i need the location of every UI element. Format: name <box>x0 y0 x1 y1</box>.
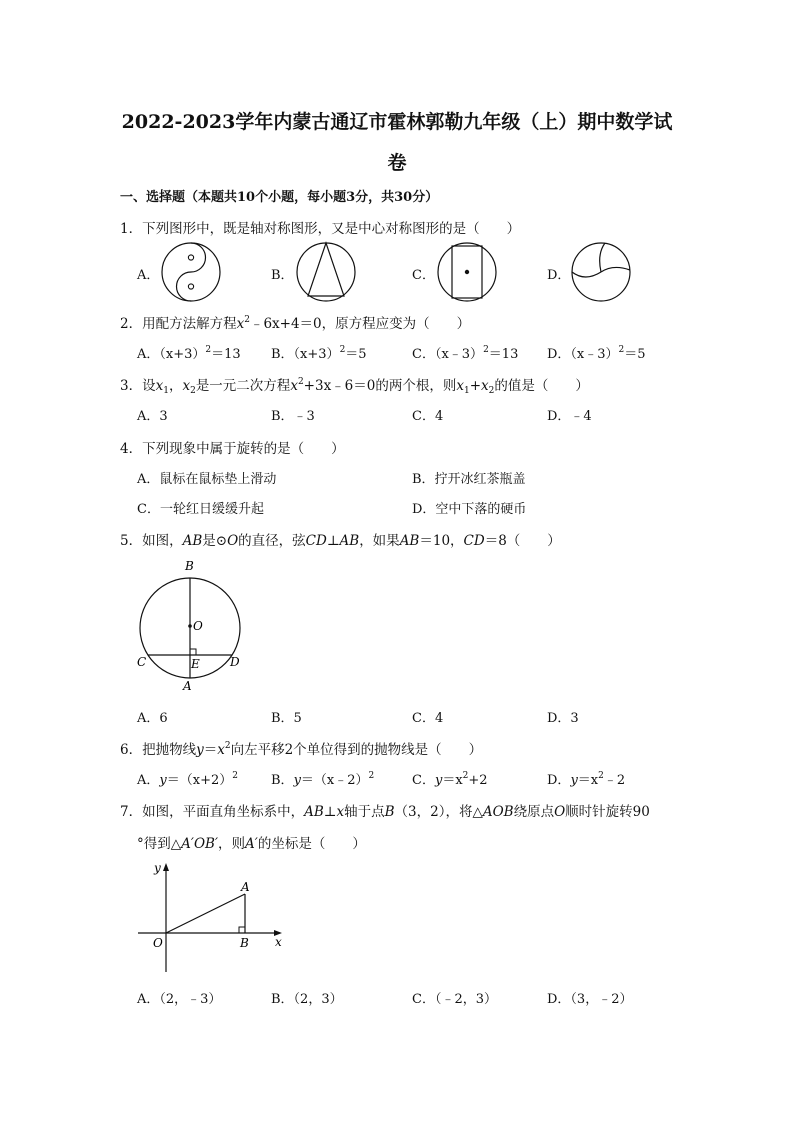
q7-label-a: A <box>241 880 250 894</box>
q7-label-o: O <box>153 936 163 950</box>
q7-b: B <box>384 804 395 820</box>
q7-option-d: D．（3，﹣2） <box>547 992 633 1007</box>
q1-option-a-label: A． <box>137 268 160 283</box>
q3-option-d: D．﹣4 <box>547 409 592 424</box>
question-7-stem-line-2 <box>137 832 366 852</box>
q6-a-exp: 2 <box>232 771 238 781</box>
q5-label-b: B <box>185 559 194 573</box>
q6-d-y: y <box>570 773 578 788</box>
q3-t3: +3x﹣6＝0的两个根，则 <box>303 378 457 394</box>
q2-b-exp: 2 <box>339 345 346 355</box>
q2-a-text: A．（x+3） <box>137 347 206 362</box>
q7-aob: AOB <box>482 804 514 820</box>
q6-eq: ＝ <box>203 742 218 758</box>
q7-t2: 轴于点 <box>344 804 385 820</box>
q5-option-b: B．5 <box>271 711 302 726</box>
q7-ab: AB <box>304 804 324 820</box>
q5-t6: ＝8（ ） <box>484 533 561 549</box>
q5-perp: ⊥ <box>326 533 340 549</box>
q6-b-body: ＝（x﹣2） <box>300 773 369 788</box>
page-title-continued: 卷 <box>387 152 407 174</box>
question-5-stem <box>120 529 561 549</box>
q6-a-label: A． <box>137 773 160 788</box>
q3-x3: x <box>290 378 298 394</box>
q4-option-a: A．鼠标在鼠标垫上滑动 <box>137 472 277 487</box>
q6-d-label: D． <box>547 773 571 788</box>
q2-d-text: D．（x﹣3） <box>547 347 619 362</box>
q2-a-tail: ＝13 <box>211 347 241 362</box>
q7-option-b: B．（2，3） <box>271 992 343 1007</box>
q5-t2: 是⊙ <box>202 533 228 549</box>
q3-option-b: B．﹣3 <box>271 409 315 424</box>
q5-t1: 5．如图， <box>120 533 183 549</box>
q6-a-body: ＝（x+2） <box>166 773 233 788</box>
q6-c-exp: 2 <box>462 771 469 781</box>
q5-t5: ＝10， <box>419 533 464 549</box>
coordinate-triangle-figure <box>134 858 294 978</box>
three-arcs-circle-figure <box>571 242 631 302</box>
q5-label-d: D <box>230 655 240 669</box>
q6-d-tail: ﹣2 <box>603 773 626 788</box>
q1-option-c-label: C． <box>412 268 435 283</box>
q5-t3: 的直径，弦 <box>238 533 306 549</box>
q7-x: x <box>336 804 345 820</box>
question-7-stem-line-1 <box>120 800 650 820</box>
q6-option-d <box>547 769 625 788</box>
q3-t1: 3．设 <box>120 378 156 394</box>
q6-c-body: ＝x <box>442 773 463 788</box>
q3-x5: x <box>481 378 489 394</box>
q2-c-tail: ＝13 <box>488 347 519 362</box>
q6-b-y: y <box>293 773 301 788</box>
q5-ab2: AB <box>339 533 360 549</box>
q3-option-c: C．4 <box>412 409 444 424</box>
q7-a-prime: A′ <box>181 836 194 852</box>
q2-exp: 2 <box>244 315 250 325</box>
q6-t1: 6．把抛物线 <box>120 742 197 758</box>
q6-a-y: y <box>159 773 167 788</box>
q3-t2: 是一元二次方程 <box>195 378 291 394</box>
q2-option-d <box>547 343 646 362</box>
q2-stem-end: ﹣6x+4＝0，原方程应变为（ ） <box>249 316 471 332</box>
q3-x2: x <box>182 378 191 394</box>
q6-option-b <box>271 769 374 788</box>
yin-yang-figure <box>161 242 221 302</box>
q1-option-d-label: D． <box>547 268 571 283</box>
q6-c-label: C． <box>412 773 435 788</box>
q6-y: y <box>196 742 204 758</box>
q6-d-body: ＝x <box>577 773 599 788</box>
q7-label-b: B <box>240 936 249 950</box>
q5-cd: CD <box>305 533 327 549</box>
q7-o: O <box>554 804 566 820</box>
q3-comma: ， <box>168 378 183 394</box>
q7-t8: 的坐标是（ ） <box>257 836 366 852</box>
q3-s2: 2 <box>190 386 196 396</box>
q4-option-d: D．空中下落的硬币 <box>412 502 527 517</box>
question-1-stem: 1．下列图形中，既是轴对称图形，又是中心对称图形的是（ ） <box>120 221 521 237</box>
q7-option-a: A．（2，﹣3） <box>137 992 222 1007</box>
q5-label-c: C <box>137 655 147 669</box>
q3-s3: 1 <box>464 386 470 396</box>
q3-t4: 的值是（ ） <box>494 378 589 394</box>
q6-option-a <box>137 769 238 788</box>
q7-label-x: x <box>275 935 282 949</box>
section-heading: 一、选择题（本题共10个小题，每小题3分，共30分） <box>120 190 439 205</box>
q2-b-tail: ＝5 <box>345 347 367 362</box>
q2-a-exp: 2 <box>205 345 212 355</box>
q2-d-tail: ＝5 <box>624 347 646 362</box>
q2-c-exp: 2 <box>483 345 489 355</box>
q6-c-y: y <box>434 773 443 788</box>
q7-t5: 顺时针旋转90 <box>565 804 650 820</box>
q5-label-o: O <box>193 619 203 633</box>
q2-var-x: x <box>236 316 245 332</box>
q7-t3: （3，2），将△ <box>394 804 483 820</box>
q5-option-c: C．4 <box>412 711 444 726</box>
q3-x4: x <box>456 378 464 394</box>
q3-option-a: A．3 <box>137 409 168 424</box>
q2-b-text: B．（x+3） <box>271 347 340 362</box>
q6-c-tail: +2 <box>468 773 488 788</box>
q2-c-text: C．（x﹣3） <box>412 347 484 362</box>
q6-b-exp: 2 <box>368 771 375 781</box>
q5-ab3: AB <box>399 533 420 549</box>
q4-option-c: C．一轮红日缓缓升起 <box>137 502 264 517</box>
q5-label-a: A <box>183 679 192 693</box>
q6-exp: 2 <box>224 741 231 751</box>
q5-option-d: D．3 <box>547 711 579 726</box>
q7-ob-prime: OB′ <box>193 836 219 852</box>
q6-d-exp: 2 <box>598 771 604 781</box>
q7-t6: °得到△ <box>137 836 182 852</box>
q6-t2: 向左平移2个单位得到的抛物线是（ ） <box>230 742 483 758</box>
page-title: 2022-2023学年内蒙古通辽市霍林郭勒九年级（上）期中数学试 <box>121 111 673 133</box>
question-3-stem <box>120 374 589 396</box>
q3-plus: + <box>469 378 482 394</box>
q6-x: x <box>217 742 225 758</box>
q5-ab: AB <box>182 533 203 549</box>
rectangle-in-circle-figure <box>437 242 497 302</box>
q5-o: O <box>227 533 239 549</box>
q5-option-a: A．6 <box>137 711 168 726</box>
q1-option-b-label: B． <box>271 268 294 283</box>
q5-t4: ，如果 <box>359 533 400 549</box>
q4-option-b: B．拧开冰红茶瓶盖 <box>412 472 526 487</box>
q7-a-prime-2: A′ <box>245 836 258 852</box>
q6-option-c <box>412 769 488 788</box>
q7-t4: 绕原点 <box>513 804 555 820</box>
q7-perp: ⊥ <box>323 804 337 820</box>
q3-x1: x <box>155 378 164 394</box>
q5-cd2: CD <box>463 533 485 549</box>
q3-s1: 1 <box>163 386 169 396</box>
q2-d-exp: 2 <box>618 345 625 355</box>
q6-b-label: B． <box>271 773 294 788</box>
question-4-stem: 4．下列现象中属于旋转的是（ ） <box>120 441 345 457</box>
question-6-stem <box>120 738 482 758</box>
triangle-in-circle-figure <box>296 242 356 302</box>
q2-option-c <box>412 343 518 362</box>
q7-t1: 7．如图，平面直角坐标系中， <box>120 804 305 820</box>
q2-option-a <box>137 343 241 362</box>
question-2-stem <box>120 312 470 332</box>
circle-chord-figure <box>128 556 258 696</box>
q5-label-e: E <box>191 657 200 671</box>
q7-option-c: C．（﹣2，3） <box>412 992 497 1007</box>
q7-label-y: y <box>154 861 161 875</box>
q7-t7: ，则 <box>218 836 246 852</box>
q3-s4: 2 <box>488 386 495 396</box>
q3-exp: 2 <box>297 377 304 387</box>
q2-option-b <box>271 343 367 362</box>
q2-stem-start: 2．用配方法解方程 <box>120 316 237 332</box>
